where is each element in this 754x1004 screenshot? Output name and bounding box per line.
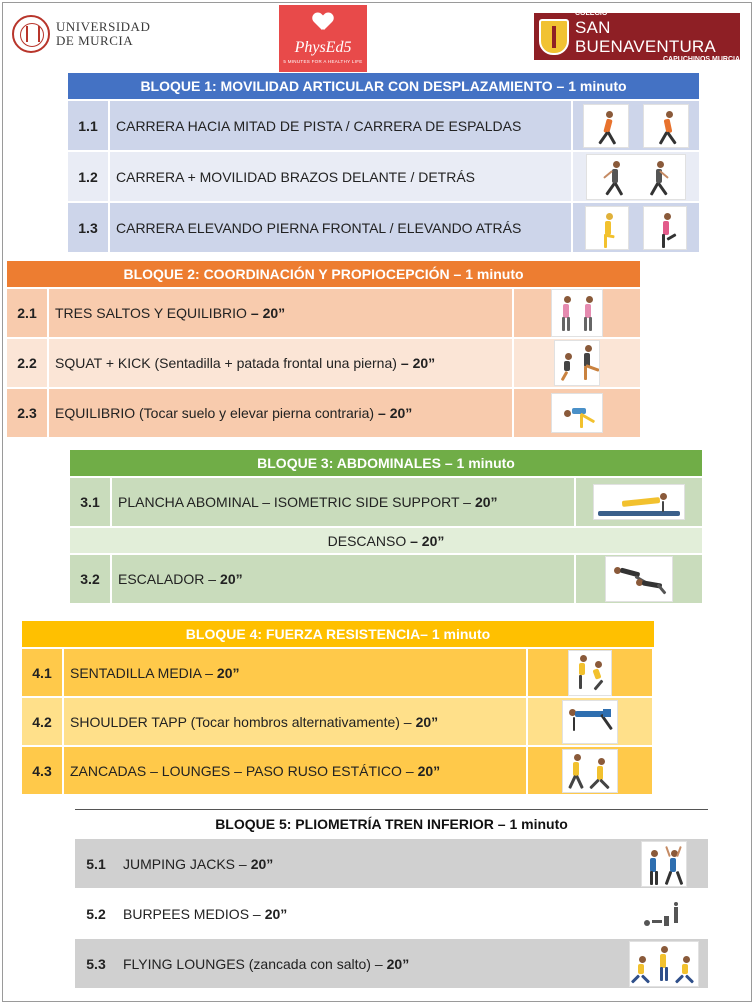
exercise-row	[68, 150, 699, 201]
shoulder-tap-icon	[562, 700, 618, 744]
block-5	[75, 809, 708, 988]
heel-kick-runner-icon	[643, 206, 687, 250]
exercise-images	[514, 339, 640, 387]
exercise-images	[576, 555, 702, 603]
exercise-images	[620, 939, 708, 988]
exercise-images	[573, 101, 699, 150]
jumping-jacks-icon	[641, 841, 687, 887]
exercise-row	[70, 476, 702, 526]
exercise-row	[7, 337, 640, 387]
lunge-icon	[562, 749, 618, 793]
colegio-san-buenaventura-logo	[534, 9, 740, 63]
block-3	[70, 450, 702, 603]
exercise-description: ESCALADOR – 20”	[112, 555, 576, 603]
exercise-number: 5.2	[86, 905, 106, 922]
flying-lunges-icon	[629, 941, 699, 987]
squat-kick-icon	[554, 340, 600, 386]
burpees-icon	[640, 894, 688, 934]
universidad-murcia-logo	[12, 14, 162, 54]
arm-mobility-runners-icon	[586, 154, 686, 200]
runner-forward-icon	[583, 104, 629, 148]
balance-touch-floor-icon	[551, 393, 603, 433]
exercise-number: 3.2	[70, 555, 112, 603]
rest-duration: – 20”	[410, 532, 445, 549]
exercise-description: FLYING LOUNGES (zancada con salto) – 20”	[123, 955, 410, 972]
exercise-description: SHOULDER TAPP (Tocar hombros alternativamente) – 20”	[64, 698, 528, 745]
plank-icon	[593, 484, 685, 520]
exercise-number: 4.3	[22, 747, 64, 794]
half-squat-icon	[568, 650, 612, 696]
exercise-images	[620, 889, 708, 938]
block-5-title: BLOQUE 5: PLIOMETRÍA TREN INFERIOR – 1 minuto	[75, 810, 708, 838]
mountain-climber-icon	[605, 556, 673, 602]
block-4	[22, 621, 654, 794]
exercise-number: 5.1	[86, 855, 106, 872]
exercise-number: 1.2	[68, 152, 110, 201]
exercise-number: 2.2	[7, 339, 49, 387]
exercise-images	[514, 389, 640, 437]
exercise-row	[22, 745, 654, 794]
exercise-description: SENTADILLA MEDIA – 20”	[64, 649, 528, 696]
exercise-description: EQUILIBRIO (Tocar suelo y elevar pierna contraria) – 20”	[49, 389, 514, 437]
exercise-row	[75, 938, 708, 988]
university-name-line1: UNIVERSIDAD	[56, 19, 151, 34]
exercise-images	[528, 747, 654, 794]
exercise-description: TRES SALTOS Y EQUILIBRIO – 20”	[49, 289, 514, 337]
exercise-images	[573, 203, 699, 252]
exercise-row	[70, 553, 702, 603]
block-3-title: BLOQUE 3: ABDOMINALES – 1 minuto	[70, 450, 702, 476]
exercise-row	[68, 99, 699, 150]
rest-label: DESCANSO	[327, 532, 407, 549]
exercise-row	[7, 287, 640, 337]
exercise-images	[620, 839, 708, 888]
school-shield-icon	[539, 19, 569, 55]
block-2-title: BLOQUE 2: COORDINACIÓN Y PROPIOCEPCIÓN – 1 minuto	[7, 261, 640, 287]
block-1-title: BLOQUE 1: MOVILIDAD ARTICULAR CON DESPLAZAMIENTO – 1 minuto	[68, 73, 699, 99]
exercise-description: BURPEES MEDIOS – 20”	[123, 905, 288, 922]
physed5-tagline: 5 MINUTES FOR A HEALTHY LIFE	[283, 59, 363, 64]
rest-row	[70, 526, 702, 553]
exercise-images	[528, 649, 654, 696]
block-2	[7, 261, 640, 437]
exercise-row	[7, 387, 640, 437]
exercise-number: 5.3	[86, 955, 106, 972]
exercise-description: CARRERA HACIA MITAD DE PISTA / CARRERA DE ESPALDAS	[110, 101, 573, 150]
exercise-number: 3.1	[70, 478, 112, 526]
school-label: COLEGIO	[575, 9, 608, 17]
exercise-description: CARRERA + MOVILIDAD BRAZOS DELANTE / DETRÁS	[110, 152, 573, 201]
physed5-name: PhysEd5	[294, 39, 352, 56]
exercise-number: 2.3	[7, 389, 49, 437]
exercise-row	[75, 888, 708, 938]
exercise-number: 4.1	[22, 649, 64, 696]
block-4-title: BLOQUE 4: FUERZA RESISTENCIA– 1 minuto	[22, 621, 654, 647]
runner-backward-icon	[643, 104, 689, 148]
physed5-logo	[279, 5, 367, 72]
exercise-description: CARRERA ELEVANDO PIERNA FRONTAL / ELEVANDO ATRÁS	[110, 203, 573, 252]
university-name-line2: DE MURCIA	[56, 33, 134, 48]
exercise-images	[514, 289, 640, 337]
exercise-number: 1.1	[68, 101, 110, 150]
exercise-row	[22, 696, 654, 745]
school-name: SAN BUENAVENTURA	[575, 17, 716, 56]
exercise-images	[576, 478, 702, 526]
school-subtitle: CAPUCHINOS MURCIA	[663, 55, 740, 63]
exercise-images	[573, 152, 699, 201]
exercise-description: SQUAT + KICK (Sentadilla + patada frontal una pierna) – 20”	[49, 339, 514, 387]
exercise-description: PLANCHA ABOMINAL – ISOMETRIC SIDE SUPPORT – 20”	[112, 478, 576, 526]
exercise-number: 2.1	[7, 289, 49, 337]
exercise-description: JUMPING JACKS – 20”	[123, 855, 274, 872]
heart-icon	[313, 13, 333, 31]
jump-balance-icon	[551, 289, 603, 337]
exercise-number: 1.3	[68, 203, 110, 252]
exercise-description: ZANCADAS – LOUNGES – PASO RUSO ESTÁTICO – 20”	[64, 747, 528, 794]
university-seal-icon	[12, 15, 50, 53]
university-name	[56, 20, 150, 48]
exercise-number: 4.2	[22, 698, 64, 745]
block-1	[68, 73, 699, 252]
exercise-row	[68, 201, 699, 252]
knee-raise-runner-icon	[585, 206, 629, 250]
exercise-images	[528, 698, 654, 745]
exercise-row	[22, 647, 654, 696]
exercise-row	[75, 838, 708, 888]
